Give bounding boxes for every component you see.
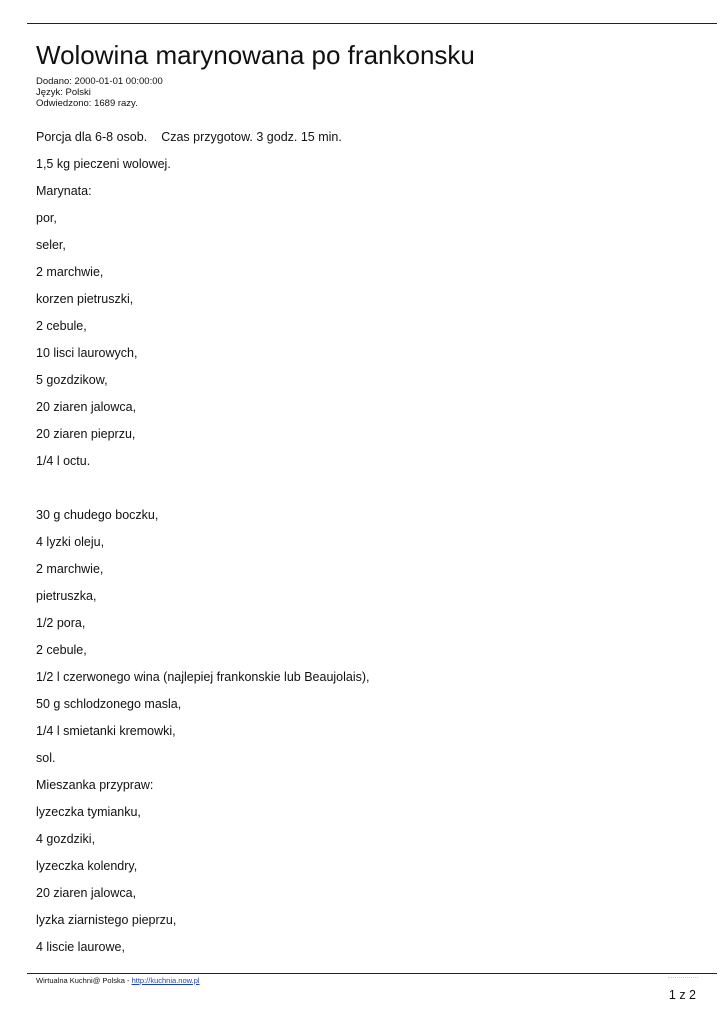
footer-site-link[interactable]: http://kuchnia.now.pl <box>131 976 200 985</box>
page-footer <box>36 976 200 986</box>
ingredient-line: 50 g schlodzonego masla, <box>36 697 182 711</box>
ingredient-line: 1/2 pora, <box>36 616 86 630</box>
ingredient-line: por, <box>36 211 57 225</box>
section-heading-marinade: Marynata: <box>36 184 92 198</box>
ingredient-line: pietruszka, <box>36 589 97 603</box>
ingredient-line: 4 liscie laurowe, <box>36 940 125 954</box>
ingredient-line: lyzeczka kolendry, <box>36 859 138 873</box>
ingredient-line: 2 marchwie, <box>36 562 104 576</box>
ingredient-line: 2 marchwie, <box>36 265 104 279</box>
ingredient-line: 20 ziaren jalowca, <box>36 400 137 414</box>
bottom-divider <box>27 973 717 974</box>
ingredient-line: 30 g chudego boczku, <box>36 508 159 522</box>
added-date: Dodano: 2000-01-01 00:00:00 <box>36 76 163 87</box>
ingredient-line: sol. <box>36 751 56 765</box>
ingredient-line: korzen pietruszki, <box>36 292 134 306</box>
serving-size: Porcja dla 6-8 osob. <box>36 130 148 144</box>
ingredient-line: 1/4 l octu. <box>36 454 91 468</box>
recipe-title: Wolowina marynowana po frankonsku <box>36 40 475 70</box>
ingredient-line: lyzka ziarnistego pieprzu, <box>36 913 177 927</box>
ingredient-line: seler, <box>36 238 66 252</box>
ingredient-line: 5 gozdzikow, <box>36 373 108 387</box>
ingredient-line: 1,5 kg pieczeni wolowej. <box>36 157 171 171</box>
recipe-meta <box>36 76 163 109</box>
ingredient-line: lyzeczka tymianku, <box>36 805 141 819</box>
ingredient-line: 2 cebule, <box>36 319 87 333</box>
language: Język: Polski <box>36 87 91 98</box>
ingredient-line: 4 lyzki oleju, <box>36 535 105 549</box>
section-heading-spice-mix: Mieszanka przypraw: <box>36 778 154 792</box>
footer-mark <box>668 977 698 978</box>
ingredient-line: 10 lisci laurowych, <box>36 346 138 360</box>
footer-site-name: Wirtualna Kuchni@ Polska - <box>36 976 132 985</box>
ingredient-line: 1/4 l smietanki kremowki, <box>36 724 176 738</box>
ingredient-line: 20 ziaren pieprzu, <box>36 427 136 441</box>
top-divider <box>27 23 717 24</box>
page-indicator: 1 z 2 <box>668 988 696 1002</box>
prep-time: Czas przygotow. 3 godz. 15 min. <box>161 130 342 144</box>
serving-line <box>36 129 342 145</box>
ingredient-line: 20 ziaren jalowca, <box>36 886 137 900</box>
ingredient-line: 2 cebule, <box>36 643 87 657</box>
ingredient-line: 4 gozdziki, <box>36 832 96 846</box>
ingredient-line: 1/2 l czerwonego wina (najlepiej frankonskie lub Beaujolais), <box>36 670 370 684</box>
visit-count: Odwiedzono: 1689 razy. <box>36 98 138 109</box>
